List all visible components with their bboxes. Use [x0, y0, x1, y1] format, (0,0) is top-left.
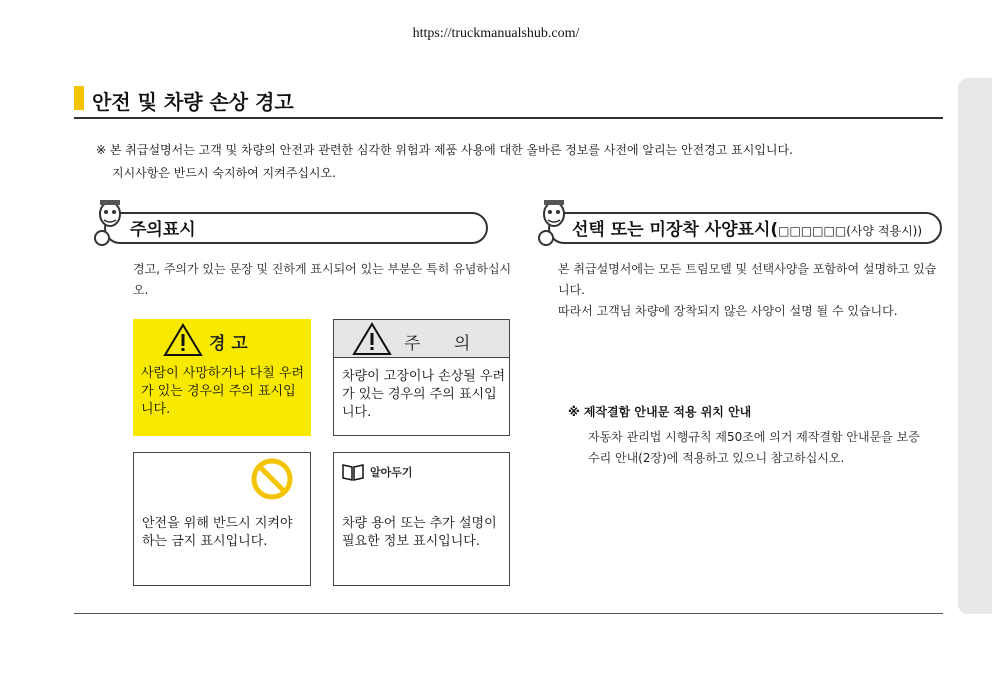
source-url[interactable]: https://truckmanualshub.com/ [412, 26, 580, 41]
notice-line-1: ※ 본 취급설명서는 고객 및 차량의 안전과 관련한 심각한 위험과 제품 사용에 대한 올바른 정보를 사전에 알리는 안전경고 표시입니다. [96, 143, 793, 157]
info-body: 차량 용어 또는 추가 설명이 필요한 정보 표시입니다. [342, 516, 497, 549]
caution-section-label: 주의표시 [130, 220, 196, 240]
info-box [333, 452, 510, 586]
title-accent-bar [74, 86, 84, 110]
option-section-suffix: □□□□□□(사양 적용시)) [778, 224, 923, 238]
warning-title: 경 고 [209, 334, 248, 354]
defect-notice-title: ※ 제작결함 안내문 적용 위치 안내 [568, 405, 752, 419]
prohibit-body: 안전을 위해 반드시 지켜야 하는 금지 표시입니다. [142, 516, 293, 549]
safety-notice [96, 139, 793, 185]
bottom-divider [74, 613, 943, 614]
defect-notice-body: 자동차 관리법 시행규칙 제50조에 의거 제작결함 안내문을 보증수리 안내(2장)에 적용하고 있으니 참고하십시오. [588, 430, 920, 465]
caution-description: 경고, 주의가 있는 문장 및 진하게 표시되어 있는 부분은 특히 유념하십시오. [133, 262, 512, 297]
warning-body: 사람이 사망하거나 다칠 우려가 있는 경우의 주의 표시입니다. [141, 366, 305, 417]
option-description [558, 259, 942, 322]
warning-box [133, 319, 311, 436]
info-title: 알아두기 [370, 466, 413, 479]
option-section-label [572, 215, 922, 240]
option-description-line-1: 본 취급설명서에는 모든 트림모델 및 선택사양을 포함하여 설명하고 있습니다. [558, 262, 937, 297]
notice-line-2: 지시사항은 반드시 숙지하여 지켜주십시오. [112, 166, 336, 180]
caution-body: 차량이 고장이나 손상될 우려가 있는 경우의 주의 표시입니다. [342, 369, 506, 420]
mascot-icon [534, 196, 574, 248]
mascot-icon [90, 196, 130, 248]
caution-triangle-icon [352, 322, 392, 356]
caution-box [333, 319, 510, 436]
warning-triangle-icon [163, 323, 203, 357]
book-icon [342, 463, 364, 481]
option-description-line-2: 따라서 고객님 차량에 장착되지 않은 사양이 설명 될 수 있습니다. [558, 304, 898, 318]
option-section-title: 선택 또는 미장착 사양표시( [572, 220, 779, 240]
side-tab[interactable] [958, 78, 992, 614]
caution-title: 주 의 [404, 334, 485, 354]
prohibit-box [133, 452, 311, 586]
prohibit-icon [250, 457, 294, 501]
page-title: 안전 및 차량 손상 경고 [92, 90, 294, 114]
title-divider [74, 117, 943, 119]
